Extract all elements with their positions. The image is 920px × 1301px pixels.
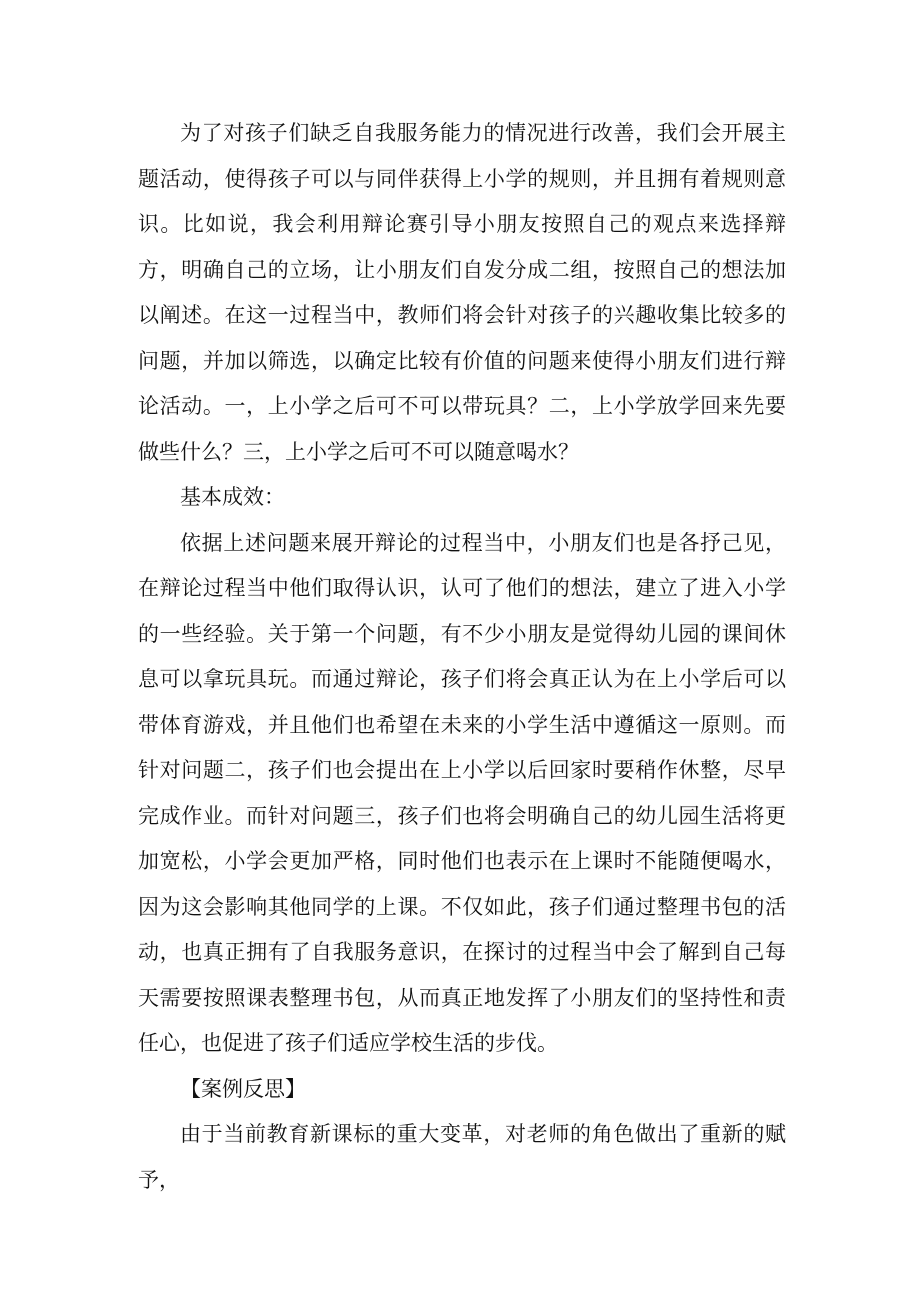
paragraph-results: 依据上述问题来展开辩论的过程当中，小朋友们也是各抒己见，在辩论过程当中他们取得认识，认可了他们的想法，建立了进入小学的一些经验。关于第一个问题，有不少小朋友是觉得幼儿园的课间休息可以拿玩具玩。而通过辩论，孩子们将会真正认为在上小学后可以带体育游戏，并且他们也希望在未来的小学生活中遵循这一原则。而针对问题二，孩子们也会提出在上小学以后回家时要稍作休整，尽早完成作业。而针对问题三，孩子们也将会明确自己的幼儿园生活将更加宽松，小学会更加严格，同时他们也表示在上课时不能随便喝水，因为这会影响其他同学的上课。不仅如此，孩子们通过整理书包的活动，也真正拥有了自我服务意识，在探讨的过程当中会了解到自己每天需要按照课表整理书包，从而真正地发挥了小朋友们的坚持性和责任心，也促进了孩子们适应学校生活的步伐。 bbox=[138, 530, 786, 1055]
section-heading-case-reflection: 【案例反思】 bbox=[180, 1076, 306, 1101]
paragraph-activity-description: 为了对孩子们缺乏自我服务能力的情况进行改善，我们会开展主题活动，使得孩子可以与同伴获得上小学的规则，并且拥有着规则意识。比如说，我会利用辩论赛引导小朋友按照自己的观点来选择辩方，明确自己的立场，让小朋友们自发分成二组，按照自己的想法加以阐述。在这一过程当中，教师们将会针对孩子的兴趣收集比较多的问题，并加以筛选，以确定比较有价值的问题来使得小朋友们进行辩论活动。一，上小学之后可不可以带玩具？二，上小学放学回来先要做些什么？三，上小学之后可不可以随意喝水？ bbox=[138, 121, 786, 464]
document-body bbox=[138, 111, 786, 1203]
section-heading-basic-results: 基本成效： bbox=[180, 485, 285, 509]
paragraph-reflection-start: 由于当前教育新课标的重大变革，对老师的角色做出了重新的赋予， bbox=[138, 1122, 786, 1192]
